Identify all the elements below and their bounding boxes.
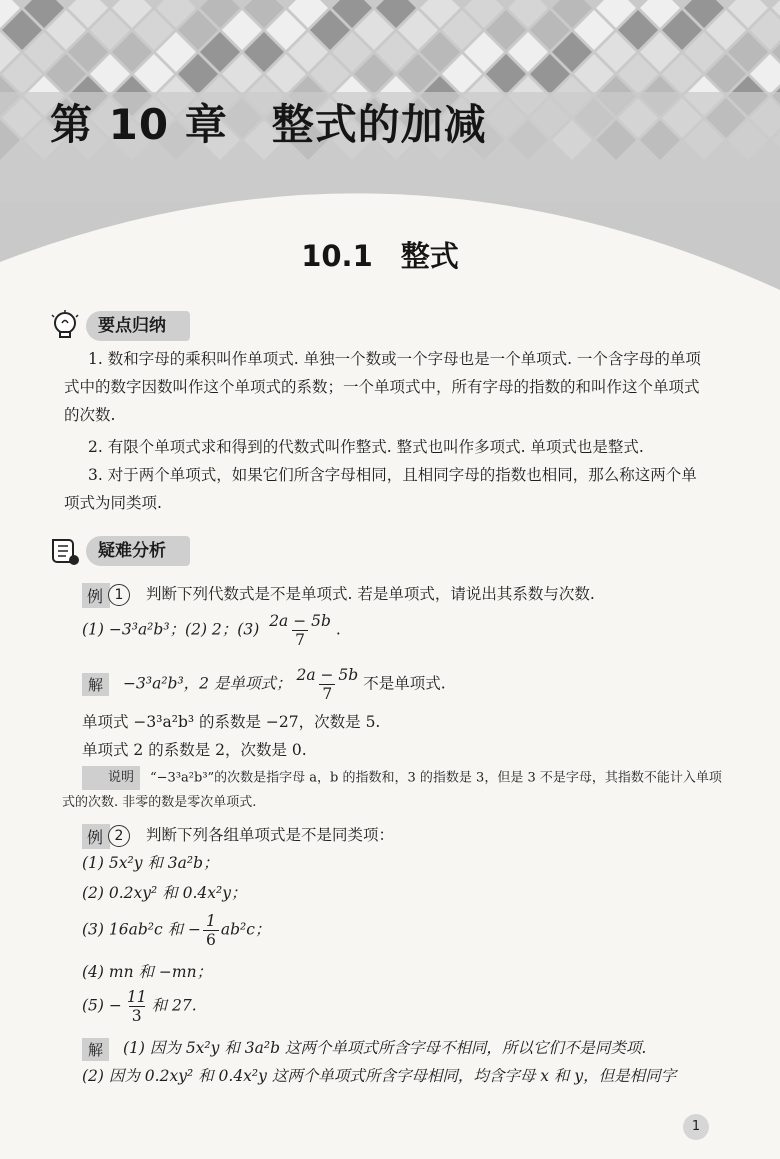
example-1-question-line	[82, 582, 595, 608]
summary-banner	[48, 309, 190, 343]
summary-item-2: 2. 有限个单项式求和得到的代数式叫作整式. 整式也叫作多项式. 单项式也是整式.	[88, 438, 644, 456]
example-2-item-1: (1) 5x²y 和 3a²b；	[82, 854, 219, 872]
summary-title: 要点归纳	[86, 311, 190, 341]
example-2-item-4: (4) mn 和 −mn；	[82, 963, 213, 981]
chapter-label: 第 10 章	[50, 100, 228, 149]
example-1-tag: 例 1	[82, 583, 130, 608]
solution-tag: 解	[82, 1038, 109, 1061]
example-2-item-3: (3) 16ab²c 和 − $\frac{1}{6}$ ab²c；	[82, 912, 271, 949]
example-1-note: 说明 “−3³a²b³”的次数是指字母 a，b 的指数和，3 的指数是 3，但是 3 不是字母，其指数不能计入单项式的次数. 非零的数是零次单项式.	[62, 766, 722, 815]
example-2-question-line	[82, 823, 394, 849]
section-number: 10.1	[301, 239, 373, 273]
analysis-banner	[48, 534, 190, 568]
example-2-solution-2: (2) 因为 0.2xy² 和 0.4x²y 这两个单项式所含字母相同，均含字母 x 和 y，但是相同字	[82, 1067, 677, 1085]
summary-item-3: 3. 对于两个单项式，如果它们所含字母相同，且相同字母的指数也相同，那么称这两个单项式为同类项.	[64, 466, 697, 512]
section-title	[0, 234, 760, 275]
scroll-icon	[48, 534, 82, 568]
analysis-title: 疑难分析	[86, 536, 190, 566]
example-2-question: 判断下列各组单项式是不是同类项：	[146, 826, 395, 844]
example-1-coefficient-line: 单项式 −3³a²b³ 的系数是 −27，次数是 5.	[82, 713, 381, 731]
page-number: 1	[683, 1114, 709, 1140]
example-2-solution-1: 解 (1) 因为 5x²y 和 3a²b 这两个单项式所含字母不相同，所以它们不是同类项.	[82, 1036, 646, 1061]
note-tag: 说明	[82, 766, 140, 790]
lightbulb-icon	[48, 309, 82, 343]
solution-tag: 解	[82, 673, 109, 696]
summary-item-1: 1. 数和字母的乘积叫作单项式. 单独一个数或一个字母也是一个单项式. 一个含字母的单项式中的数字因数叫作这个单项式的系数；一个单项式中，所有字母的指数的和叫作这个单项式的次数.	[64, 350, 701, 424]
example-2-item-5: (5) − $\frac{11}{3}$ 和 27.	[82, 988, 197, 1025]
example-2-tag: 例 2	[82, 824, 130, 849]
example-1-constant-line: 单项式 2 的系数是 2，次数是 0.	[82, 741, 307, 759]
example-1-solution: 解 −3³a²b³，2 是单项式； $\frac{2a - 5b}{7}$ 不是单项式.	[82, 666, 446, 703]
chapter-title	[50, 92, 487, 152]
chapter-header	[0, 0, 780, 300]
example-1-fraction: $\frac{2a - 5b}{7}$	[269, 612, 331, 649]
chapter-name: 整式的加减	[271, 100, 487, 149]
example-2-item-2: (2) 0.2xy² 和 0.4x²y；	[82, 884, 247, 902]
example-1-question: 判断下列代数式是不是单项式. 若是单项式，请说出其系数与次数.	[146, 585, 595, 603]
example-1-options: (1) −3³a²b³；(2) 2；(3) $\frac{2a - 5b}{7}$ .	[82, 612, 341, 649]
section-name: 整式	[400, 239, 459, 273]
